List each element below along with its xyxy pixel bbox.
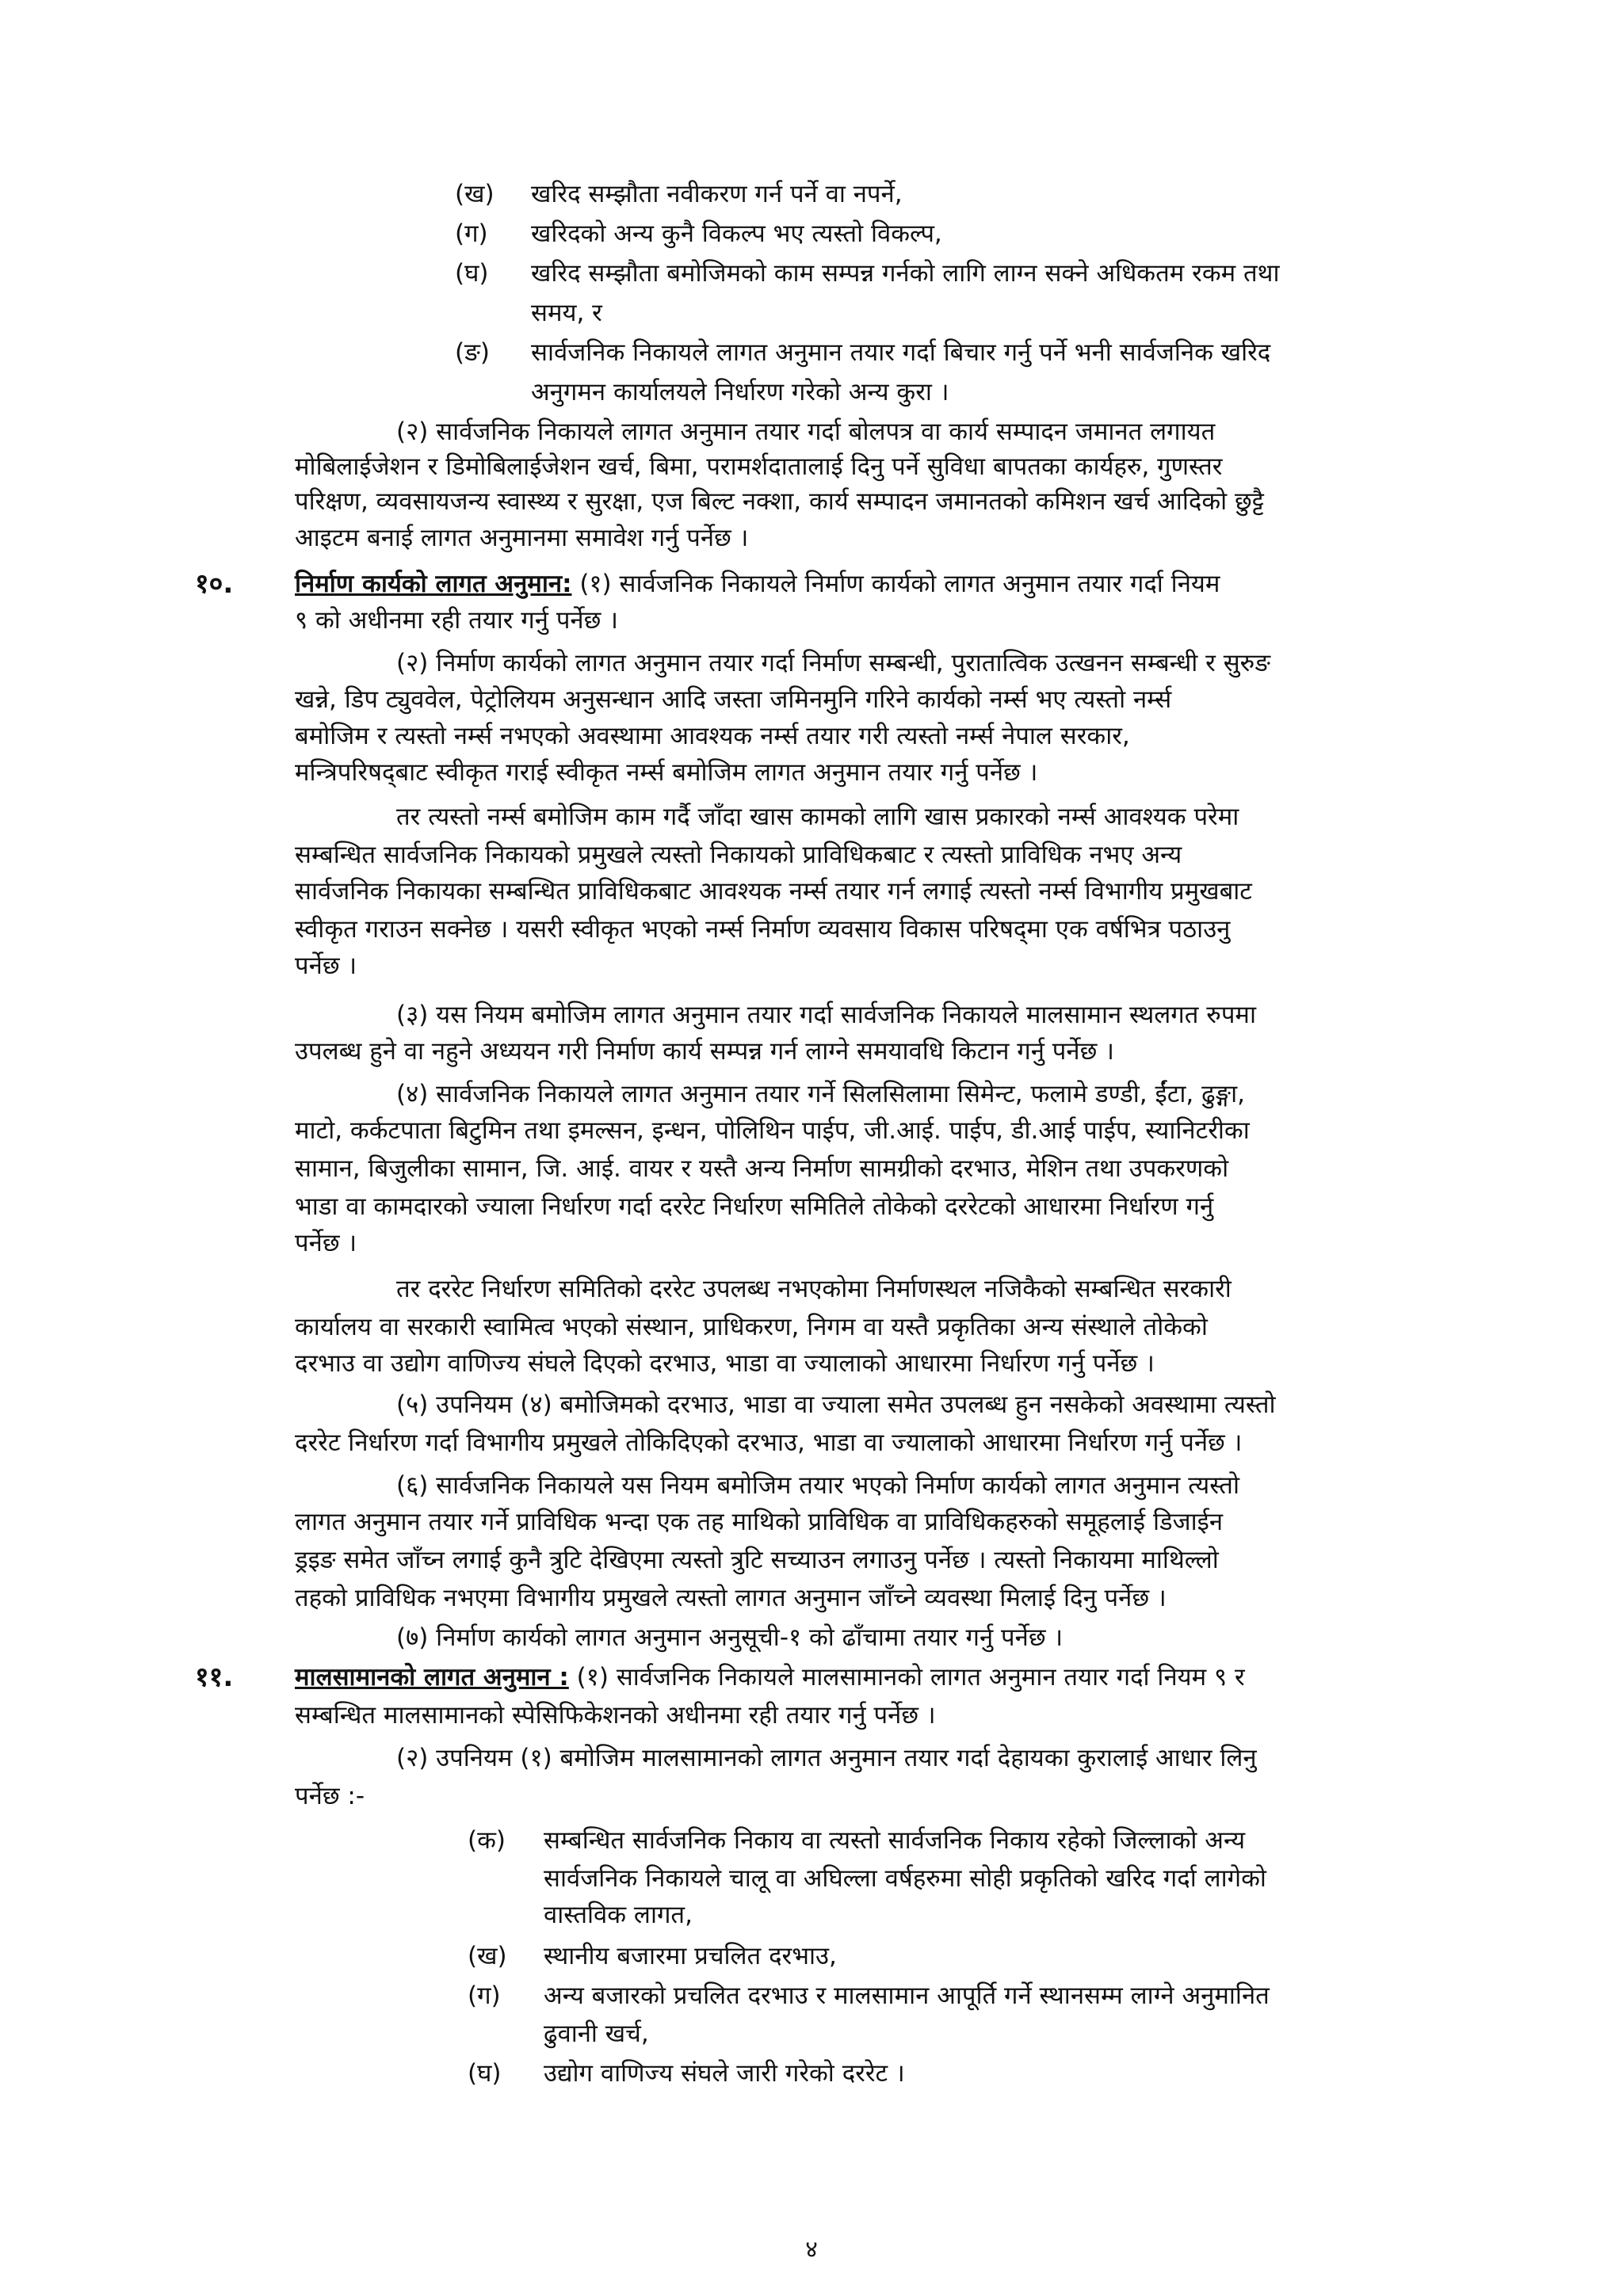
paragraph-line: मोबिलाईजेशन र डिमोबिलाईजेशन खर्च, बिमा, परामर्शदातालाई दिनु पर्ने सुविधा बापतका कार्यहरु, गुणस्तर [295, 452, 1223, 481]
paragraph-line: आइटम बनाई लागत अनुमानमा समावेश गर्नु पर्नेछ । [295, 524, 749, 552]
paragraph-line: माटो, कर्कटपाता बिटुमिन तथा इमल्सन, इन्धन, पोलिथिन पाईप, जी.आई. पाईप, डी.आई पाईप, स्यानिटरीका [295, 1116, 1250, 1145]
section-heading-line [295, 1659, 1245, 1695]
section-heading: निर्माण कार्यको लागत अनुमान: [295, 570, 572, 598]
paragraph-line: (४) सार्वजनिक निकायले लागत अनुमान तयार गर्ने सिलसिलामा सिमेन्ट, फलामे डण्डी, ईंटा, ढुङ्गा, [396, 1080, 1246, 1108]
paragraph-line: तर दररेट निर्धारण समितिको दररेट उपलब्ध नभएकोमा निर्माणस्थल नजिकैको सम्बन्धित सरकारी [396, 1275, 1232, 1303]
list-marker: (ङ) [455, 338, 490, 367]
paragraph-line: दररेट निर्धारण गर्दा विभागीय प्रमुखले तोकिदिएको दरभाउ, भाडा वा ज्यालाको आधारमा निर्धारण गर्नु पर्नेछ । [295, 1428, 1243, 1457]
list-item [468, 1978, 1270, 2014]
paragraph-line: (२) उपनियम (१) बमोजिम मालसामानको लागत अनुमान तयार गर्दा देहायका कुरालाई आधार लिनु [396, 1744, 1257, 1772]
paragraph-line: लागत अनुमान तयार गर्ने प्राविधिक भन्दा एक तह माथिको प्राविधिक वा प्राविधिकहरुको समूहलाई डिजाईन [295, 1508, 1224, 1536]
list-marker: (घ) [455, 259, 489, 288]
list-text: खरिदको अन्य कुनै विकल्प भए त्यस्तो विकल्प, [531, 219, 942, 248]
paragraph-line: (७) निर्माण कार्यको लागत अनुमान अनुसूची-१ को ढाँचामा तयार गर्नु पर्नेछ । [396, 1623, 1064, 1652]
paragraph-line: दरभाउ वा उद्योग वाणिज्य संघले दिएको दरभाउ, भाडा वा ज्यालाको आधारमा निर्धारण गर्नु पर्नेछ । [295, 1349, 1155, 1378]
list-text: खरिद सम्झौता बमोजिमको काम सम्पन्न गर्नको लागि लाग्न सक्ने अधिकतम रकम तथा [531, 259, 1280, 288]
list-text: सार्वजनिक निकायले लागत अनुमान तयार गर्दा बिचार गर्नु पर्ने भनी सार्वजनिक खरिद [531, 338, 1271, 367]
section-number: १०. [195, 568, 234, 600]
paragraph-line: सामान, बिजुलीका सामान, जि. आई. वायर र यस्तै अन्य निर्माण सामग्रीको दरभाउ, मेशिन तथा उपकरणको [295, 1154, 1229, 1183]
paragraph-line: सम्बन्धित सार्वजनिक निकायको प्रमुखले त्यस्तो निकायको प्राविधिकबाट र त्यस्तो प्राविधिक नभए अन्य [295, 841, 1182, 869]
list-text: खरिद सम्झौता नवीकरण गर्न पर्ने वा नपर्ने, [531, 180, 903, 208]
paragraph-line: तर त्यस्तो नर्म्स बमोजिम काम गर्दै जाँदा खास कामको लागि खास प्रकारको नर्म्स आवश्यक परेमा [396, 803, 1239, 831]
section-heading-line [295, 566, 1220, 602]
list-item [468, 1938, 837, 1974]
list-item [455, 176, 903, 212]
paragraph-line: ९ को अधीनमा रही तयार गर्नु पर्नेछ । [295, 606, 618, 635]
list-text-cont: वास्तविक लागत, [544, 1901, 693, 1929]
paragraph-line: तहको प्राविधिक नभएमा विभागीय प्रमुखले त्यस्तो लागत अनुमान जाँच्ने व्यवस्था मिलाई दिनु पर्नेछ । [295, 1584, 1167, 1612]
list-text-cont: ढुवानी खर्च, [544, 2019, 649, 2048]
section-text: (१) सार्वजनिक निकायले निर्माण कार्यको लागत अनुमान तयार गर्दा नियम [571, 570, 1220, 598]
list-text: अन्य बजारको प्रचलित दरभाउ र मालसामान आपूर्ति गर्ने स्थानसम्म लाग्ने अनुमानित [544, 1981, 1270, 2010]
list-item [468, 1822, 1245, 1859]
paragraph-line: पर्नेछ :- [295, 1782, 365, 1810]
page-number: ४ [805, 2236, 818, 2264]
paragraph-line: भाडा वा कामदारको ज्याला निर्धारण गर्दा दररेट निर्धारण समितिले तोकेको दररेटको आधारमा निर्धारण गर्नु [295, 1192, 1214, 1221]
paragraph-line: (६) सार्वजनिक निकायले यस नियम बमोजिम तयार भएको निर्माण कार्यको लागत अनुमान त्यस्तो [396, 1471, 1239, 1500]
list-text-cont: समय, र [531, 299, 602, 327]
paragraph-line: खन्ने, डिप ट्युववेल, पेट्रोलियम अनुसन्धान आदि जस्ता जमिनमुनि गरिने कार्यको नर्म्स भए त्यस्तो नर्म्स [295, 685, 1172, 714]
section-heading: मालसामानको लागत अनुमान : [295, 1663, 569, 1691]
paragraph-line: मन्त्रिपरिषद्‌बाट स्वीकृत गराई स्वीकृत नर्म्स बमोजिम लागत अनुमान तयार गर्नु पर्नेछ । [295, 758, 1038, 787]
paragraph-line: (२) सार्वजनिक निकायले लागत अनुमान तयार गर्दा बोलपत्र वा कार्य सम्पादन जमानत लगायत [396, 418, 1216, 446]
list-text: उद्योग वाणिज्य संघले जारी गरेको दररेट । [544, 2059, 905, 2088]
paragraph-line: बमोजिम र त्यस्तो नर्म्स नभएको अवस्थामा आवश्यक नर्म्स तयार गरी त्यस्तो नर्म्स नेपाल सरकार, [295, 722, 1130, 750]
paragraph-line: (२) निर्माण कार्यको लागत अनुमान तयार गर्दा निर्माण सम्बन्धी, पुरातात्विक उत्खनन सम्बन्धी र सुरुङ [396, 649, 1270, 677]
paragraph-line: उपलब्ध हुने वा नहुने अध्ययन गरी निर्माण कार्य सम्पन्न गर्न लाग्ने समयावधि किटान गर्नु पर्नेछ । [295, 1037, 1114, 1066]
list-text: सम्बन्धित सार्वजनिक निकाय वा त्यस्तो सार्वजनिक निकाय रहेको जिल्लाको अन्य [544, 1826, 1246, 1855]
paragraph-line: परिक्षण, व्यवसायजन्य स्वास्थ्य र सुरक्षा, एज बिल्ट नक्शा, कार्य सम्पादन जमानतको कमिशन खर्च आदिको छुट्टै [295, 487, 1264, 516]
list-marker: (ख) [468, 1942, 507, 1970]
paragraph-line: पर्नेछ । [295, 952, 357, 980]
paragraph-line: स्वीकृत गराउन सक्नेछ । यसरी स्वीकृत भएको नर्म्स निर्माण व्यवसाय विकास परिषद्‌मा एक वर्षभित्र पठाउनु [295, 915, 1231, 944]
paragraph-line: कार्यालय वा सरकारी स्वामित्व भएको संस्थान, प्राधिकरण, निगम वा यस्तै प्रकृतिका अन्य संस्थाले तोकेको [295, 1313, 1208, 1341]
paragraph-line: पर्नेछ । [295, 1229, 357, 1257]
list-item [468, 2055, 905, 2092]
list-item [455, 255, 1280, 292]
paragraph-line: (५) उपनियम (४) बमोजिमको दरभाउ, भाडा वा ज्याला समेत उपलब्ध हुन नसकेको अवस्थामा त्यस्तो [396, 1390, 1276, 1419]
list-item [455, 334, 1270, 371]
list-text: स्थानीय बजारमा प्रचलित दरभाउ, [544, 1942, 837, 1970]
list-marker: (ग) [468, 1981, 501, 2010]
list-marker: (क) [468, 1826, 506, 1855]
list-marker: (ख) [455, 180, 495, 208]
paragraph-line: ड्रइङ समेत जाँच्न लगाई कुनै त्रुटि देखिएमा त्यस्तो त्रुटि सच्याउन लगाउनु पर्नेछ । त्यस्तो निकायमा माथिल्लो [295, 1546, 1219, 1574]
list-text-cont: सार्वजनिक निकायले चालू वा अघिल्ला वर्षहरुमा सोही प्रकृतिको खरिद गर्दा लागेको [544, 1864, 1266, 1893]
list-item [455, 215, 942, 252]
list-marker: (घ) [468, 2059, 502, 2088]
list-marker: (ग) [455, 219, 488, 248]
paragraph-line: सम्बन्धित मालसामानको स्पेसिफिकेशनको अधीनमा रही तयार गर्नु पर्नेछ । [295, 1701, 936, 1730]
section-text: (१) सार्वजनिक निकायले मालसामानको लागत अनुमान तयार गर्दा नियम ९ र [568, 1663, 1245, 1691]
section-number: ११. [195, 1661, 234, 1693]
list-text-cont: अनुगमन कार्यालयले निर्धारण गरेको अन्य कुरा । [531, 378, 949, 406]
paragraph-line: (३) यस नियम बमोजिम लागत अनुमान तयार गर्दा सार्वजनिक निकायले मालसामान स्थलगत रुपमा [396, 1001, 1256, 1029]
paragraph-line: सार्वजनिक निकायका सम्बन्धित प्राविधिकबाट आवश्यक नर्म्स तयार गर्न लगाई त्यस्तो नर्म्स विभागीय प्रमुखबाट [295, 877, 1252, 906]
